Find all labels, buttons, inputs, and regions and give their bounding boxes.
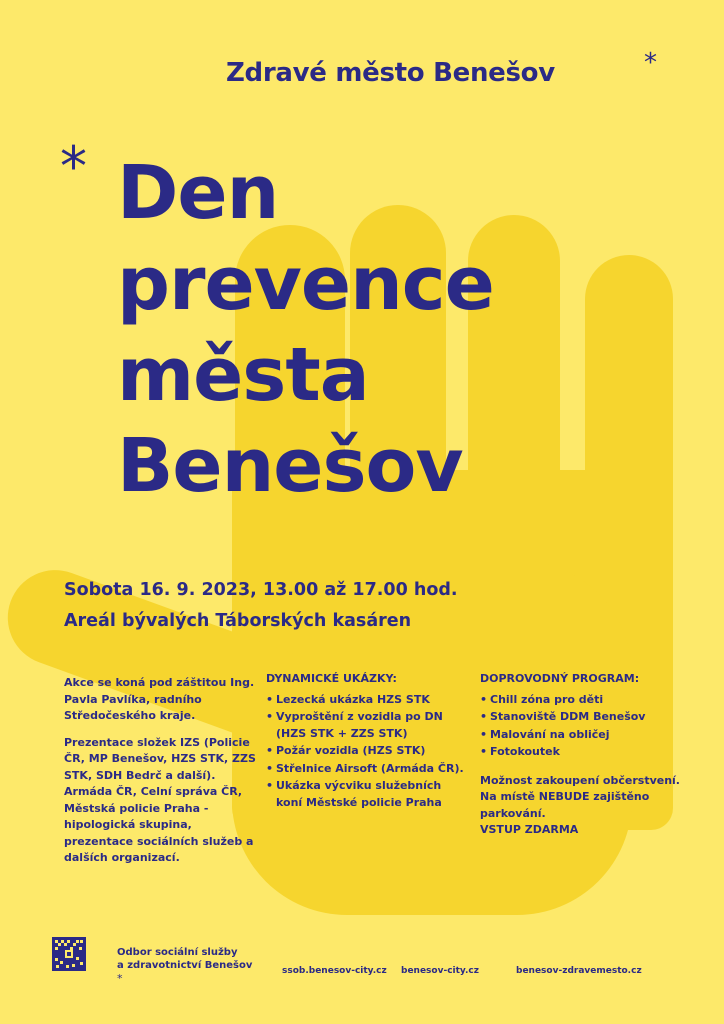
event-title [117,148,494,512]
list-item: • Požár vozidla (HZS STK) [266,743,466,760]
title-line: města [117,332,369,418]
refreshment-note: Možnost zakoupení občerstvení. [480,773,680,787]
brand-name: Zdravé město Benešov [226,58,555,88]
link-ssob[interactable]: ssob.benesov-city.cz [282,966,387,976]
presentation-text: Prezentace složek IZS (Policie ČR, MP Benešov, HZS STK, ZZS STK, SDH Bedrč a další). Armáda ČR, Celní správa ČR, Městská policie Praha - hipologická skupina, prezentace sociálních služeb a dalších organizací. [64,735,256,864]
link-zdravemesto[interactable]: benesov-zdravemesto.cz [516,966,642,976]
qr-code-icon [52,937,86,971]
list-item: • Lezecká ukázka HZS STK [266,692,466,709]
event-details [64,575,458,637]
program-list [480,692,680,761]
demos-column [266,671,466,823]
event-datetime: Sobota 16. 9. 2023, 13.00 až 17.00 hod. [64,580,458,600]
link-benesov-city[interactable]: benesov-city.cz [401,966,479,976]
title-star-icon: * [60,135,87,198]
demos-list [266,692,466,812]
list-item: • Střelnice Airsoft (Armáda ČR). [266,761,466,778]
event-place: Areál bývalých Táborských kasáren [64,611,412,631]
patronage-text: Akce se koná pod záštitou Ing. Pavla Pavlíka, radního Středočeského kraje. [64,676,255,722]
parking-note: Na místě NEBUDE zajištěno parkování. [480,790,650,820]
demos-heading: DYNAMICKÉ UKÁZKY: [266,672,397,685]
list-item: • Ukázka výcviku služebních koní Městské policie Praha [266,778,466,811]
list-item: • Chill zóna pro děti [480,692,680,709]
admission-note: VSTUP ZDARMA [480,823,579,836]
brand-title [226,48,657,88]
list-item: • Malování na obličej [480,727,680,744]
title-line: Den [117,150,279,236]
brand-star-icon: * [644,48,657,78]
office-line: Odbor sociální služby [117,947,238,958]
list-item: • Vyproštění z vozidla po DN (HZS STK + ZZS STK) [266,709,466,742]
title-line: prevence [117,241,494,327]
office-line [117,959,252,990]
office-star-icon: * [117,972,123,985]
office-name [117,946,252,990]
title-line: Benešov [117,423,463,509]
list-item: • Stanoviště DDM Benešov [480,709,680,726]
program-column [480,671,680,839]
info-column [64,675,264,877]
office-line-text: a zdravotnictví Benešov [117,960,253,971]
list-item: • Fotokoutek [480,744,680,761]
program-heading: DOPROVODNÝ PROGRAM: [480,672,640,685]
